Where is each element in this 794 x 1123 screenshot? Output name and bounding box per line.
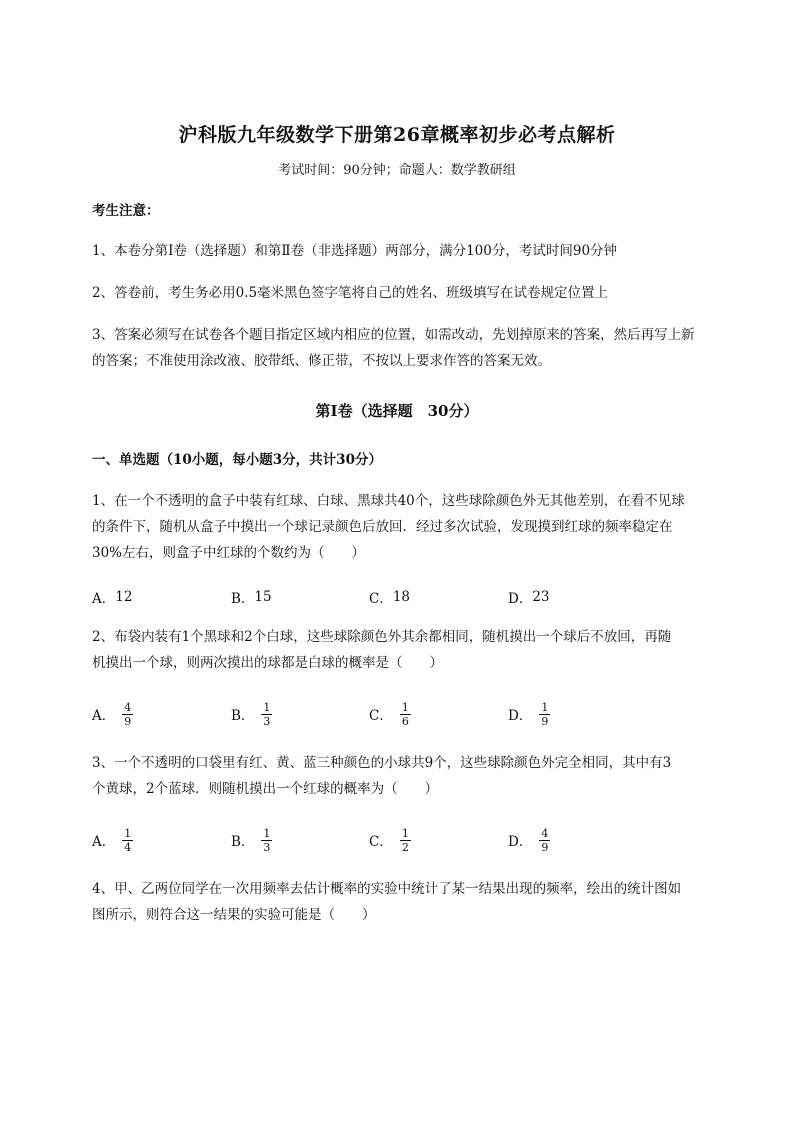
notice-item-3: 3、答案必须写在试卷各个题目指定区域内相应的位置，如需改动，先划掉原来的答案，然后再写上新 — [92, 327, 695, 343]
fraction: $\frac{1}{3}$ — [263, 700, 271, 728]
fraction: $\frac{4}{9}$ — [541, 826, 549, 854]
notice-item-2: 2、答卷前，考生务必用0.5毫米黑色签字笔将自己的姓名、班级填写在试卷规定位置上 — [92, 285, 609, 301]
question-4-line-1: 4、甲、乙两位同学在一次用频率去估计概率的实验中统计了某一结果出现的频率，绘出的统计图如 — [92, 881, 682, 897]
option-b[interactable]: B． 15 — [231, 589, 272, 607]
question-2-line-2: 机摸出一个球，则两次摸出的球都是白球的概率是（ ） — [92, 655, 443, 671]
question-4-line-2: 图所示，则符合这一结果的实验可能是（ ） — [92, 907, 376, 923]
question-1-line-3: 30%左右，则盒子中红球的个数约为（ ） — [92, 545, 366, 561]
option-c[interactable]: C． $\frac{1}{6}$ — [369, 700, 409, 728]
option-d[interactable]: D． 23 — [508, 589, 550, 607]
part-heading: 一、单选题（10小题，每小题3分，共计30分） — [92, 452, 382, 468]
option-b[interactable]: B． $\frac{1}{3}$ — [231, 700, 271, 728]
fraction: $\frac{1}{6}$ — [401, 700, 409, 728]
option-c[interactable]: C． 18 — [369, 589, 411, 607]
fraction: $\frac{1}{4}$ — [124, 826, 132, 854]
option-c[interactable]: C． $\frac{1}{2}$ — [369, 826, 409, 854]
question-2-line-1: 2、布袋内装有1个黑球和2个白球，这些球除颜色外其余都相同，随机摸出一个球后不放回，再随 — [92, 629, 672, 645]
option-d[interactable]: D． $\frac{4}{9}$ — [508, 826, 549, 854]
exam-subtitle: 考试时间：90分钟；命题人：数学教研组 — [278, 163, 516, 178]
question-1-line-2: 的条件下，随机从盒子中摸出一个球记录颜色后放回．经过多次试验，发现摸到红球的频率稳定在 — [92, 519, 673, 535]
section-title: 第I卷（选择题 30分） — [315, 402, 479, 420]
page-title: 沪科版九年级数学下册第26章概率初步必考点解析 — [178, 124, 616, 146]
fraction: $\frac{1}{3}$ — [263, 826, 271, 854]
notice-item-3-cont: 的答案；不准使用涂改液、胶带纸、修正带，不按以上要求作答的答案无效。 — [92, 353, 551, 369]
question-1-line-1: 1、在一个不透明的盒子中装有红球、白球、黑球共40个，这些球除颜色外无其他差别，在看不见球 — [92, 493, 685, 509]
notice-heading: 考生注意： — [92, 203, 160, 219]
question-1-options — [92, 579, 712, 615]
fraction: $\frac{1}{9}$ — [541, 700, 549, 728]
notice-item-1: 1、本卷分第I卷（选择题）和第Ⅱ卷（非选择题）两部分，满分100分，考试时间90分钟 — [92, 243, 618, 259]
option-a[interactable]: A． $\frac{1}{4}$ — [92, 826, 132, 854]
option-b[interactable]: B． $\frac{1}{3}$ — [231, 826, 271, 854]
question-3-line-1: 3、一个不透明的口袋里有红、黄、蓝三种颜色的小球共9个，这些球除颜色外完全相同，其中有3 — [92, 755, 672, 771]
question-3-line-2: 个黄球，2个蓝球．则随机摸出一个红球的概率为（ ） — [92, 781, 439, 797]
question-3-options — [92, 822, 712, 858]
option-a[interactable]: A． $\frac{4}{9}$ — [92, 700, 132, 728]
option-a[interactable]: A． 12 — [92, 589, 133, 607]
fraction: $\frac{4}{9}$ — [124, 700, 132, 728]
fraction: $\frac{1}{2}$ — [401, 826, 409, 854]
question-2-options — [92, 696, 712, 732]
option-d[interactable]: D． $\frac{1}{9}$ — [508, 700, 549, 728]
